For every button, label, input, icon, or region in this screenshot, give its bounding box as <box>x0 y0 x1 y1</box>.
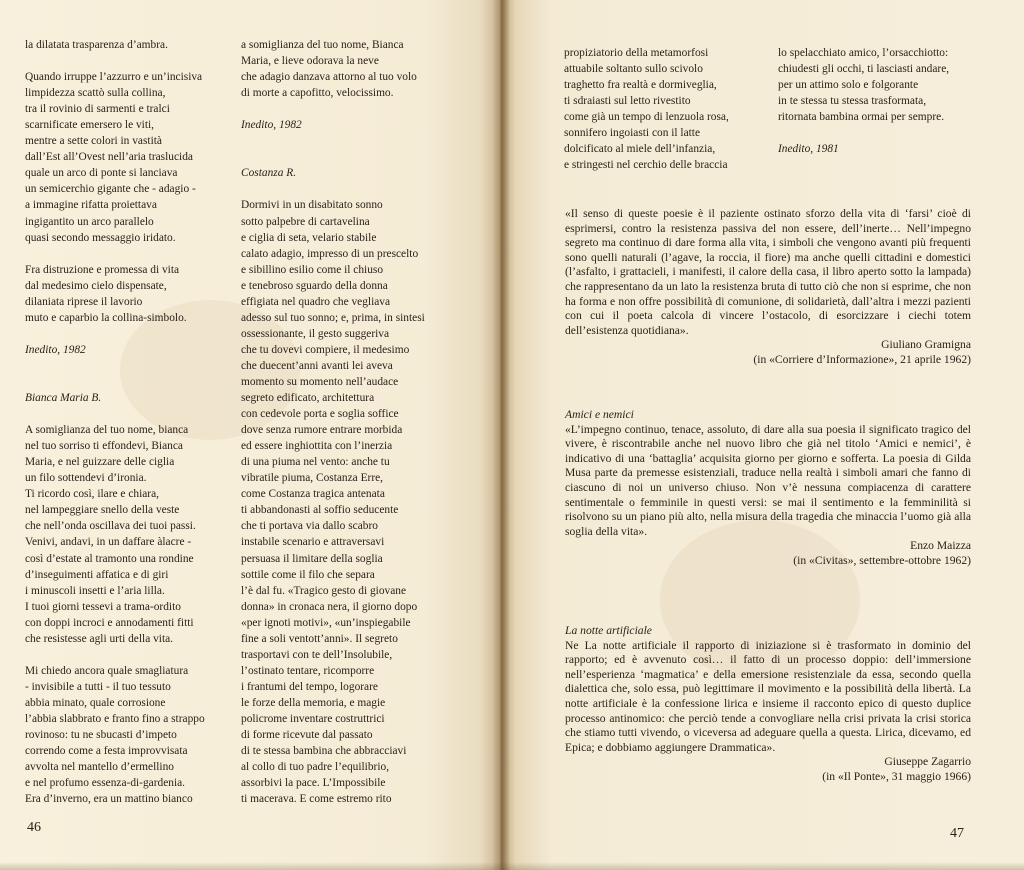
quote-text: «Il senso di queste poesie è il paziente ostinato sforzo della vita di ‘farsi’ cioè di esprimersi, contro la resistenza passiva del non essere, dell’inerte… Nell’impegno segreto ma continuo di dare forma alla vita, i simboli che vengono avanti più frequenti sono quelli naturali (l’agave, la roccia, il fiore) ma anche quelli cittadini e domestici (l’asfalto, i grattacieli, i manifesti, il calore della casa, il libro aperto sotto la lampada) che rappresentano da un lato la resistenza bruta di tutto ciò che non si esprime, che non ha forma e non offre possibilità di comunione, di solidarietà, dall’altra i mezzi pazienti con cui il poeta calcola di vincere l’ostacolo, di esorcizzare i ciechi totem dell’esistenza quotidiana». <box>565 207 971 337</box>
quote-text: «L’impegno continuo, tenace, assoluto, di dare alla sua poesia il significato tragico del vivere, è riscontrabile anche nel nuovo libro che già nel titolo ‘Amici e nemici’, è indicativo di una ‘battaglia’ acquisita giorno per giorno e sofferta. La poesia di Gilda Musa parte da premesse esistenziali, traduce nella realtà i simboli amari che fanno di ciascuno di noi un universo chiuso. Non v’è nessuna compiacenza di carattere sentimentale o femminile in questi versi: se mai il sentimento e la femminilità si risolvono su un piano più alto, nella misura della tragedia che minaccia l’uomo già alla soglia della vita». <box>565 422 971 538</box>
poem-line: sottile come il filo che separa <box>241 568 375 581</box>
poem-line: traghetto fra realtà e dormiveglia, <box>564 79 717 92</box>
poem-line: Maria, e lieve odorava la neve <box>241 55 379 68</box>
poem-line: correndo come a festa improvvisata <box>25 745 188 758</box>
poem-line: lo spelacchiato amico, l’orsacchiotto: <box>778 47 949 59</box>
quote-author: Giuliano Gramigna <box>881 338 971 352</box>
stanza-break <box>241 181 425 197</box>
poem-line: ossessionante, il gesto suggeriva <box>241 327 390 340</box>
poem-heading-or-date: Inedito, 1982 <box>241 119 302 132</box>
poem-line: e ciglia di seta, velario stabile <box>241 231 377 244</box>
poem-line: effigiata nel quadro che vegliava <box>241 295 391 308</box>
poem-line: abbia minato, quale corrosione <box>25 696 166 709</box>
poem-column-right-c <box>564 45 729 173</box>
poem-line: assorbivi la pace. L’Impossibile <box>241 777 386 790</box>
poem-line: chiudesti gli occhi, ti lasciasti andare, <box>778 63 950 76</box>
poem-line: i frantumi del tempo, logorare <box>241 680 378 693</box>
poem-line: A somiglianza del tuo nome, bianca <box>25 424 189 437</box>
quote-source: (in «Civitas», settembre-ottobre 1962) <box>793 553 971 567</box>
poem-line: vibratile piuma, Costanza Erre, <box>241 472 384 485</box>
critic-quote-maizza <box>565 408 971 569</box>
quote-text: Ne La notte artificiale il rapporto di iniziazione si è trasformato in dominio del rapporto; ed è avvenuto così… il fatto di un processo doppio: dell’immersione nell’esperienza ‘magmatica’ e della emersione resistenziale da essa, secondo quella dialettica che, solo essa, può legittimare il movimento e la possibilità della libertà. La notte artificiale è la confessione lirica e insieme il racconto epico di questo duplice processo antinomico: che perciò tende a convogliare nella crisi privata la crisi storica che stiamo tutti vivendo, o viceversa ad adeguare quella a questa. Lirica, dicevamo, ed Epica; e dobbiamo aggiungere Drammatica». <box>565 638 971 754</box>
poem-line: nel lampeggiare snello della veste <box>25 504 180 517</box>
poem-line: con doppi incroci e annodamenti fitti <box>25 616 194 629</box>
poem-line: al collo di tuo padre l’equilibrio, <box>241 761 390 774</box>
poem-line: per un attimo solo e folgorante <box>778 79 919 92</box>
poem-line: ed essere inghiottita con l’inerzia <box>241 440 393 453</box>
quote-author: Giuseppe Zagarrio <box>884 755 971 769</box>
poem-line: trasportavi con te dell’Insolubile, <box>241 648 393 661</box>
stanza-break <box>25 326 205 342</box>
poem-line: come già un tempo di lenzuola rosa, <box>564 111 729 124</box>
poem-line: di forme ricevute dal passato <box>241 729 373 742</box>
page-edge-shadow <box>0 862 1024 870</box>
poem-line: ritornata bambina ormai per sempre. <box>778 111 945 124</box>
poem-line: tra il rovinio di sarmenti e tralci <box>25 103 170 116</box>
stanza-break <box>778 125 949 141</box>
poem-line: policrome inventare costruttrici <box>241 712 385 725</box>
poem-line: come Costanza tragica antenata <box>241 488 385 501</box>
stanza-break <box>25 406 205 422</box>
poem-line: a somiglianza del tuo nome, Bianca <box>241 39 404 51</box>
poem-line: fine a soli ventott’anni». Il segreto <box>241 632 398 645</box>
poem-line: e tenebroso sguardo della donna <box>241 279 388 292</box>
poem-line: dal medesimo cielo dispensate, <box>25 279 167 292</box>
stanza-break <box>25 374 205 390</box>
poem-column-left-a <box>25 37 205 807</box>
poem-line: limpidezza scattò sulla collina, <box>25 87 166 100</box>
stanza-break <box>241 149 425 165</box>
poem-line: quale un arco di ponte si lanciava <box>25 167 178 180</box>
poem-line: che tu dovevi compiere, il medesimo <box>241 343 410 356</box>
stanza-break <box>241 133 425 149</box>
poem-line: di una piuma nel vento: anche tu <box>241 456 390 469</box>
poem-line: ti abbandonasti al soffio seducente <box>241 504 399 517</box>
poem-line: dove senza rumore entrare morbida <box>241 424 403 437</box>
poem-line: l’abbia slabbrato e franto fino a strappo <box>25 712 205 725</box>
page-number-right: 47 <box>950 826 964 841</box>
poem-line: avvolta nel mantello d’ermellino <box>25 761 174 774</box>
poem-line: in te stessa tu stessa trasformata, <box>778 95 927 108</box>
poem-line: Fra distruzione e promessa di vita <box>25 263 180 276</box>
poem-line: l’è dal fu. «Tragico gesto di giovane <box>241 584 407 597</box>
poem-line: persuasa il limitare della soglia <box>241 552 383 565</box>
section-heading: La notte artificiale <box>565 624 652 637</box>
poem-line: Era d’inverno, era un mattino bianco <box>25 793 193 806</box>
poem-line: - invisibile a tutti - il tuo tessuto <box>25 680 171 693</box>
poem-heading-or-date: Bianca Maria B. <box>25 392 102 405</box>
poem-line: che adagio danzava attorno al tuo volo <box>241 71 417 84</box>
poem-line: dall’Est all’Ovest nell’aria traslucida <box>25 151 193 164</box>
poem-line: muto e caparbio la collina-simbolo. <box>25 311 187 324</box>
poem-line: calato adagio, impresso di un prescelto <box>241 247 419 260</box>
section-heading: Amici e nemici <box>565 408 634 421</box>
quote-source: (in «Corriere d’Informazione», 21 aprile 1962) <box>753 352 971 366</box>
poem-column-left-b <box>241 37 425 807</box>
poem-line: donna» in cronaca nera, il giorno dopo <box>241 600 418 613</box>
poem-line: rovinoso: tu ne sbucasti d’impeto <box>25 729 177 742</box>
poem-line: Maria, e nel guizzare delle ciglia <box>25 456 175 469</box>
poem-line: ti macerava. E come estremo rito <box>241 793 392 806</box>
quote-author: Enzo Maizza <box>910 539 971 553</box>
critic-quote-zagarrio <box>565 624 971 785</box>
left-page <box>0 0 500 870</box>
poem-line: attuabile soltanto sullo scivolo <box>564 63 703 76</box>
poem-line: con cedevole porta e soglia soffice <box>241 408 399 421</box>
stanza-break <box>241 101 425 117</box>
poem-line: un filo sottendevi d’ironia. <box>25 472 147 485</box>
poem-line: sotto palpebre di cartavelina <box>241 215 370 228</box>
stanza-break <box>25 246 205 262</box>
stanza-break <box>25 53 205 69</box>
poem-line: mentre a sette colori in vastità <box>25 135 162 148</box>
poem-line: Mi chiedo ancora quale smagliatura <box>25 664 189 677</box>
poem-line: che duecent’anni avanti lei aveva <box>241 359 393 372</box>
poem-heading-or-date: Inedito, 1981 <box>778 143 839 156</box>
poem-line: la dilatata trasparenza d’ambra. <box>25 39 168 51</box>
poem-line: ti sdraiasti sul letto rivestito <box>564 95 691 108</box>
poem-line: Venivi, andavi, in un daffare àlacre - <box>25 536 192 549</box>
poem-line: ingigantito un arco parallelo <box>25 215 154 228</box>
poem-column-right-d <box>778 45 949 157</box>
poem-line: Ti ricordo così, ilare e chiara, <box>25 488 160 501</box>
poem-line: di morte a capofitto, velocissimo. <box>241 87 394 100</box>
poem-line: sonnifero ingoiasti con il latte <box>564 127 701 140</box>
poem-line: l’ostinato tentare, ricomporre <box>241 664 375 677</box>
stanza-break <box>25 647 205 663</box>
poem-line: «per ignoti motivi», «un’inspiegabile <box>241 616 411 629</box>
poem-line: e sibillino esilio come il chiuso <box>241 263 384 276</box>
poem-line: un semicerchio gigante che - adagio - <box>25 183 196 196</box>
poem-line: così d’estate al tramonto una rondine <box>25 552 194 565</box>
poem-line: dolcificato al miele dell’infanzia, <box>564 143 716 156</box>
poem-line: propiziatorio della metamorfosi <box>564 47 709 59</box>
poem-line: d’inseguimenti affatica e di giri <box>25 568 169 581</box>
poem-line: nel tuo sorriso ti effondevi, Bianca <box>25 440 183 453</box>
quote-source: (in «Il Ponte», 31 maggio 1966) <box>822 769 971 783</box>
page-number-left: 46 <box>27 820 41 835</box>
poem-line: instabile scenario e attraversavi <box>241 536 385 549</box>
poem-line: e stringesti nel cerchio delle braccia <box>564 159 728 172</box>
poem-line: che ti portava via dallo scabro <box>241 520 378 533</box>
poem-line: I tuoi giorni tessevi a trama-ordito <box>25 600 181 613</box>
poem-line: adesso sul tuo sonno; e, prima, in sintesi <box>241 311 425 324</box>
poem-line: segreto edificato, architettura <box>241 392 375 405</box>
poem-line: le forze della memoria, e magie <box>241 696 386 709</box>
poem-line: che nell’onda oscillava dei tuoi passi. <box>25 520 196 533</box>
book-gutter <box>492 0 510 870</box>
poem-heading-or-date: Costanza R. <box>241 167 297 180</box>
critic-quote-gramigna <box>565 207 971 368</box>
poem-line: Dormivi in un disabitato sonno <box>241 199 383 212</box>
poem-line: che resistesse agli urti della vita. <box>25 632 174 645</box>
stanza-break <box>25 358 205 374</box>
poem-line: e nel profumo essenza-di-gardenia. <box>25 777 186 790</box>
poem-line: Quando irruppe l’azzurro e un’incisiva <box>25 71 203 84</box>
poem-line: scarnificate emersero le viti, <box>25 119 155 132</box>
poem-line: dilaniata riprese il lavorio <box>25 295 143 308</box>
poem-line: di te stessa bambina che abbracciavi <box>241 745 407 758</box>
poem-heading-or-date: Inedito, 1982 <box>25 343 86 356</box>
poem-line: a immagine rifatta proiettava <box>25 199 157 212</box>
poem-line: momento su momento nell’audace <box>241 375 399 388</box>
poem-line: quasi secondo messaggio iridato. <box>25 231 176 244</box>
poem-line: i minuscoli insetti e l’aria lilla. <box>25 584 165 597</box>
